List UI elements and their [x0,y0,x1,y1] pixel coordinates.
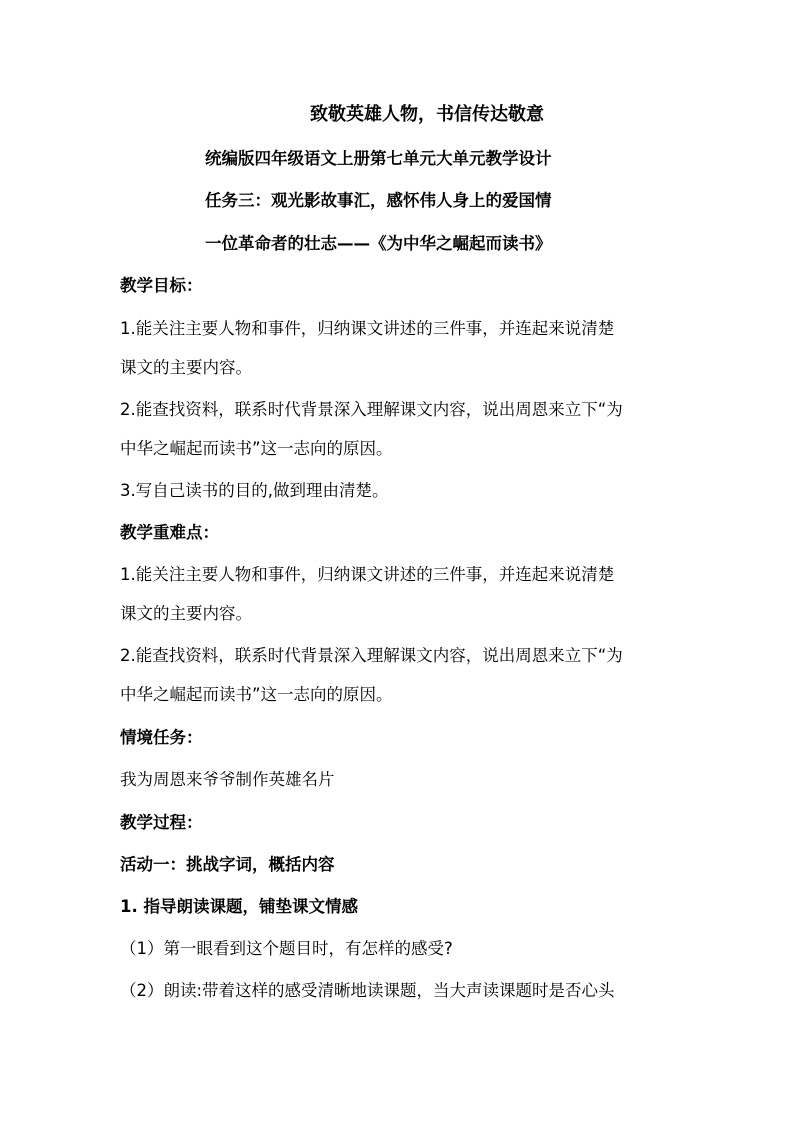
question-1: （1）第一眼看到这个题目时，有怎样的感受? [120,939,453,958]
activity-1-heading: 活动一：挑战字词，概括内容 [120,855,335,874]
goal-1-line-1: 1.能关注主要人物和事件，归纳课文讲述的三件事，并连起来说清楚 [120,319,615,338]
key-point-1-line-2: 课文的主要内容。 [120,604,252,623]
key-point-2-line-2: 中华之崛起而读书”这一志向的原因。 [120,685,393,704]
goal-1-line-2: 课文的主要内容。 [120,358,252,377]
step-1-heading: 1. 指导朗读课题，铺垫课文情感 [120,897,358,916]
context-task-text: 我为周恩来爷爷制作英雄名片 [120,770,335,789]
key-point-1-line-1: 1.能关注主要人物和事件，归纳课文讲述的三件事，并连起来说清楚 [120,565,615,584]
document-subtitle: 统编版四年级语文上册第七单元大单元教学设计 [205,149,552,168]
goal-2-line-2: 中华之崛起而读书”这一志向的原因。 [120,439,393,458]
goal-3: 3.写自己读书的目的,做到理由清楚。 [120,481,389,500]
goals-heading: 教学目标： [120,276,203,295]
process-heading: 教学过程： [120,813,203,832]
key-point-2-line-1: 2.能查找资料，联系时代背景深入理解课文内容，说出周恩来立下“为 [120,646,623,665]
lesson-title: 一位革命者的壮志——《为中华之崛起而读书》 [205,234,552,253]
context-task-heading: 情境任务： [120,728,203,747]
document-title: 致敬英雄人物，书信传达敬意 [310,104,544,125]
goal-2-line-1: 2.能查找资料，联系时代背景深入理解课文内容，说出周恩来立下“为 [120,400,623,419]
key-points-heading: 教学重难点： [120,523,219,542]
question-2: （2）朗读:带着这样的感受清晰地读课题，当大声读课题时是否心头 [120,981,615,1000]
task-heading: 任务三：观光影故事汇，感怀伟人身上的爱国情 [205,191,552,210]
